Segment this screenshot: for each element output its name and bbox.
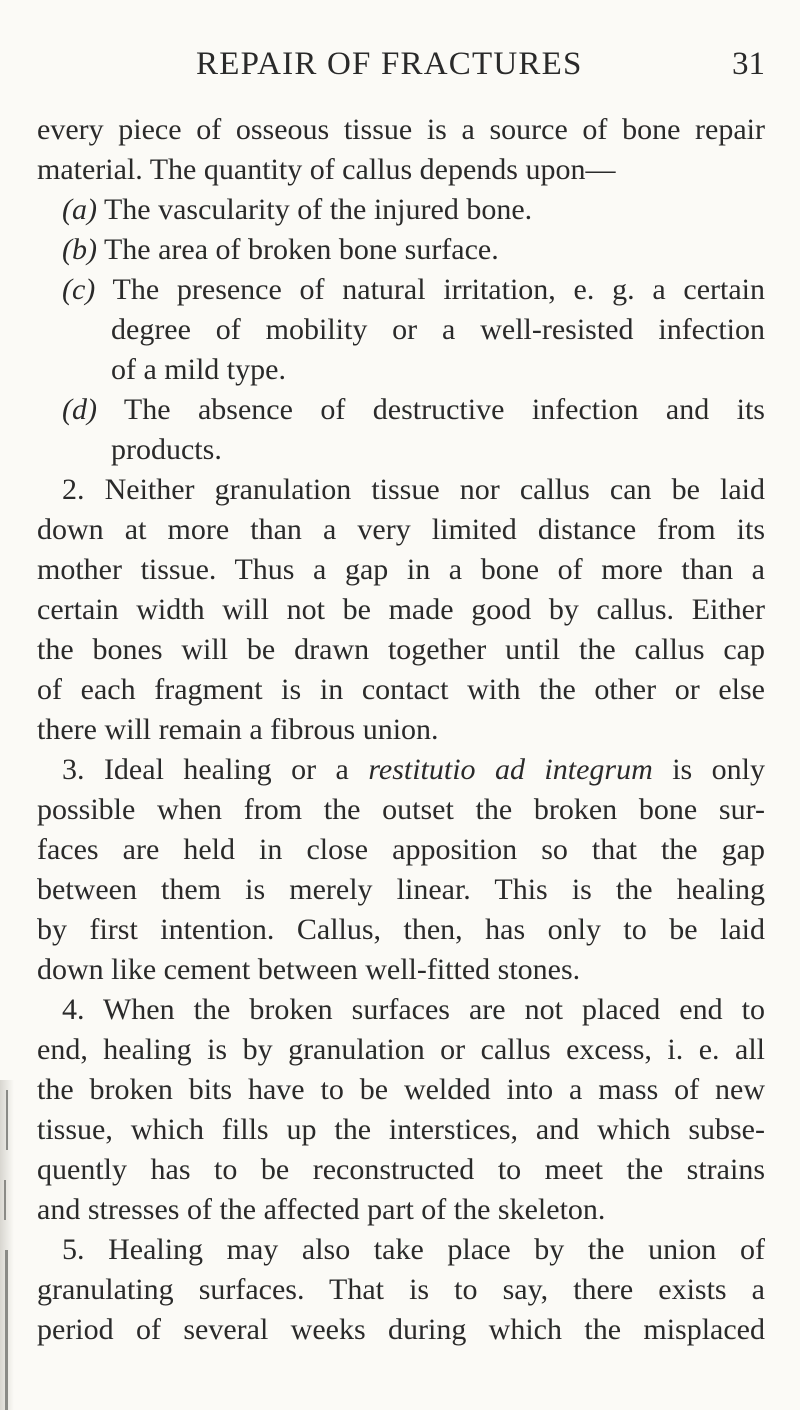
text-line: material. The quantity of callus depends upon—	[37, 153, 616, 186]
paragraph-2-start: 2. Neither granulation tissue nor callus can be laid	[62, 473, 765, 506]
running-head	[0, 46, 800, 86]
paragraph-5-start: 5. Healing may also take place by the union of	[62, 1233, 765, 1266]
text-line: the broken bits have to be welded into a mass of new	[37, 1073, 765, 1106]
text-line: mother tissue. Thus a gap in a bone of more than a	[37, 553, 765, 586]
list-text: The presence of natural irritation, e. g. a certain	[112, 273, 765, 306]
list-label: (a)	[62, 193, 97, 226]
list-text: The area of broken bone surface.	[103, 233, 499, 266]
paragraph-4-start: 4. When the broken surfaces are not placed end to	[62, 993, 765, 1026]
text-line: granulating surfaces. That is to say, there exists a	[37, 1273, 765, 1306]
list-item-c	[62, 272, 765, 308]
running-title: REPAIR OF FRACTURES	[196, 46, 583, 82]
latin-phrase: restitutio ad integrum	[368, 753, 653, 786]
text-line: between them is merely linear. This is the healing	[37, 873, 765, 906]
list-item-b	[62, 232, 762, 268]
text-line: tissue, which fills up the interstices, and which subse-	[37, 1113, 765, 1146]
binding-edge-mark	[6, 1090, 8, 1150]
text-line: down at more than a very limited distance from its	[37, 513, 765, 546]
text-run: 3. Ideal healing or a	[62, 753, 349, 786]
text-line: quently has to be reconstructed to meet the strains	[37, 1153, 765, 1186]
text-line: period of several weeks during which the misplaced	[37, 1313, 765, 1346]
page-number: 31	[732, 46, 765, 82]
text-line: faces are held in close apposition so that the gap	[37, 833, 765, 866]
list-label: (d)	[62, 393, 97, 426]
binding-edge-mark	[5, 1250, 8, 1410]
list-label: (c)	[62, 273, 96, 306]
text-line: of a mild type.	[111, 353, 286, 386]
list-text: The vascularity of the injured bone.	[103, 193, 533, 226]
text-line: the bones will be drawn together until the callus cap	[37, 633, 765, 666]
text-line: of each fragment is in contact with the other or else	[37, 673, 765, 706]
text-line: possible when from the outset the broken bone sur-	[37, 793, 765, 826]
list-item-d	[62, 392, 765, 428]
text-line: by first intention. Callus, then, has only to be laid	[37, 913, 765, 946]
text-line: end, healing is by granulation or callus excess, i. e. all	[37, 1033, 765, 1066]
text-line: degree of mobility or a well-resisted infection	[111, 313, 765, 346]
text-line: and stresses of the affected part of the skeleton.	[37, 1193, 606, 1226]
paragraph-3-start	[62, 752, 765, 788]
list-text: The absence of destructive infection and its	[123, 393, 765, 426]
list-label: (b)	[62, 233, 97, 266]
binding-edge-mark	[4, 1180, 6, 1220]
text-line: every piece of osseous tissue is a source of bone repair	[37, 113, 765, 146]
text-line: certain width will not be made good by callus. Either	[37, 593, 765, 626]
text-run: is only	[672, 753, 766, 786]
list-item-a	[62, 192, 762, 228]
text-line: products.	[111, 433, 222, 466]
text-line: there will remain a fibrous union.	[37, 713, 439, 746]
text-line: down like cement between well-fitted stones.	[37, 953, 581, 986]
